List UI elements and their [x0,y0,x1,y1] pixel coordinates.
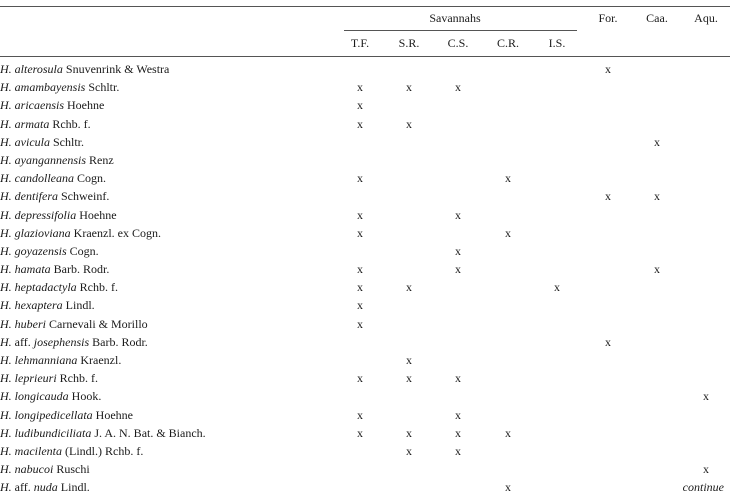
species-name [0,406,133,424]
species-name [0,478,90,496]
table-row [0,187,730,205]
epithet: hamata [14,262,51,277]
table-row [0,224,730,242]
author: Schltr. [53,134,85,149]
genus: H. [0,62,12,76]
author: Lindl. [60,480,90,495]
presence-mark: x [455,443,461,458]
presence-mark: x [406,116,412,131]
header-col-cs: C.S. [447,36,469,50]
genus: H. [0,298,12,313]
epithet: avicula [14,134,50,149]
epithet: glazioviana [14,225,71,240]
presence-mark: x [654,262,660,277]
presence-mark: x [357,280,363,295]
author: J. A. N. Bat. & Bianch. [94,425,206,440]
presence-mark: x [505,425,511,440]
author: Rchb. f. [59,371,98,386]
header-col-sr: S.R. [398,36,420,50]
genus: H. [0,152,12,167]
header-bottom-rule [0,56,730,57]
table-row [0,60,730,78]
species-name [0,133,84,151]
presence-mark: x [357,80,363,95]
presence-mark: x [605,62,611,76]
species-name [0,424,206,442]
epithet: heptadactyla [14,280,77,295]
genus: H. [0,389,12,404]
presence-mark: x [455,407,461,422]
presence-mark: x [406,353,412,367]
table-row [0,315,730,333]
epithet: hexaptera [14,298,63,313]
author: Rchb. f. [52,116,91,131]
author: Kraenzl. ex Cogn. [73,225,161,240]
presence-mark: x [357,316,363,331]
genus: H. [0,171,12,186]
species-name [0,351,121,369]
presence-mark: x [357,407,363,422]
table-row [0,133,730,151]
species-name [0,333,148,351]
epithet: nabucoi [14,462,54,477]
table-row [0,478,730,496]
header-col-is: I.S. [548,36,566,50]
genus: H. [0,407,12,422]
presence-mark: x [357,116,363,131]
table-row [0,424,730,442]
presence-mark: x [505,225,511,240]
header-col-for: For. [598,11,618,25]
presence-mark: x [455,371,461,386]
genus: H. [0,116,12,131]
author: Lindl. [65,298,95,313]
species-table-body [0,60,730,497]
presence-mark: x [406,371,412,386]
epithet: dentifera [14,189,58,204]
table-row [0,96,730,114]
genus: H. [0,134,12,149]
epithet: longicauda [14,389,69,404]
author: Hook. [71,389,102,404]
genus: H. [0,443,12,458]
table-row [0,78,730,96]
presence-mark: x [654,189,660,204]
genus: H. [0,189,12,204]
presence-mark: x [357,207,363,222]
genus: H. [0,243,12,258]
table-row [0,406,730,424]
epithet: goyazensis [14,243,67,258]
epithet: aricaensis [14,98,65,113]
table-row [0,206,730,224]
species-name [0,242,99,260]
genus: H. [0,98,12,113]
epithet: ayangannensis [14,152,86,167]
author: Snuvenrink & Westra [65,62,170,76]
aff-prefix: aff. [14,334,31,349]
genus: H. [0,353,12,367]
presence-mark: x [505,480,511,495]
epithet: nuda [33,480,58,495]
genus: H. [0,80,12,95]
aff-prefix: aff. [14,480,31,495]
header-col-caa: Caa. [646,11,668,25]
presence-mark: x [455,80,461,95]
genus: H. [0,480,12,495]
continues-note: continue [682,480,724,494]
presence-mark: x [703,389,709,404]
presence-mark: x [654,134,660,149]
table-row [0,333,730,351]
savannahs-span-rule [344,30,577,31]
epithet: longipedicellata [14,407,93,422]
presence-mark: x [703,462,709,477]
epithet: ludibundiciliata [14,425,92,440]
genus: H. [0,425,12,440]
author: Schweinf. [61,189,110,204]
header-col-aqu: Aqu. [694,11,718,25]
species-name [0,78,119,96]
table-row [0,296,730,314]
epithet: leprieuri [14,371,57,386]
table-row [0,351,730,369]
presence-mark: x [406,425,412,440]
genus: H. [0,262,12,277]
species-name [0,224,161,242]
table-row [0,442,730,460]
genus: H. [0,225,12,240]
species-name [0,387,101,405]
species-name [0,115,91,133]
table-top-rule [0,6,730,7]
table-row [0,115,730,133]
epithet: alterosula [14,62,63,76]
presence-mark: x [455,207,461,222]
species-name [0,151,114,169]
presence-mark: x [406,280,412,295]
presence-mark: x [357,425,363,440]
epithet: josephensis [33,334,90,349]
species-name [0,369,98,387]
epithet: huberi [14,316,47,331]
table-row [0,151,730,169]
genus: H. [0,316,12,331]
species-name [0,169,106,187]
table-row [0,242,730,260]
presence-mark: x [605,189,611,204]
author: Kraenzl. [80,353,122,367]
presence-mark: x [455,243,461,258]
author: Renz [89,152,114,167]
presence-mark: x [357,371,363,386]
species-name [0,96,104,114]
species-name [0,460,90,478]
genus: H. [0,462,12,477]
genus: H. [0,207,12,222]
author: Rchb. f. [79,280,118,295]
species-name [0,260,109,278]
presence-mark: x [554,280,560,295]
presence-mark: x [357,298,363,313]
species-name [0,187,109,205]
author: Schltr. [88,80,120,95]
genus: H. [0,280,12,295]
presence-mark: x [455,425,461,440]
author: (Lindl.) Rchb. f. [65,443,144,458]
epithet: amambayensis [14,80,86,95]
species-name [0,206,117,224]
author: Ruschi [56,462,90,477]
species-name [0,60,169,78]
species-name [0,315,148,333]
species-name [0,278,118,296]
presence-mark: x [357,171,363,186]
epithet: candolleana [14,171,74,186]
table-row [0,387,730,405]
header-col-tf: T.F. [350,36,370,50]
author: Hoehne [67,98,105,113]
author: Cogn. [69,243,99,258]
header-savannahs: Savannahs [429,11,481,25]
header-col-cr: C.R. [496,36,520,50]
author: Barb. Rodr. [92,334,148,349]
author: Hoehne [79,207,117,222]
author: Cogn. [77,171,107,186]
genus: H. [0,334,12,349]
presence-mark: x [605,334,611,349]
epithet: lehmanniana [14,353,78,367]
presence-mark: x [357,262,363,277]
species-name [0,296,95,314]
presence-mark: x [357,225,363,240]
table-row [0,260,730,278]
presence-mark: x [357,98,363,113]
table-row [0,278,730,296]
table-row [0,369,730,387]
epithet: armata [14,116,50,131]
author: Carnevali & Morillo [49,316,148,331]
epithet: depressifolia [14,207,77,222]
presence-mark: x [406,80,412,95]
epithet: macilenta [14,443,62,458]
table-row [0,460,730,478]
genus: H. [0,371,12,386]
presence-mark: x [505,171,511,186]
presence-mark: x [406,443,412,458]
table-row [0,169,730,187]
presence-mark: x [455,262,461,277]
author: Hoehne [95,407,133,422]
author: Barb. Rodr. [53,262,110,277]
species-name [0,442,143,460]
